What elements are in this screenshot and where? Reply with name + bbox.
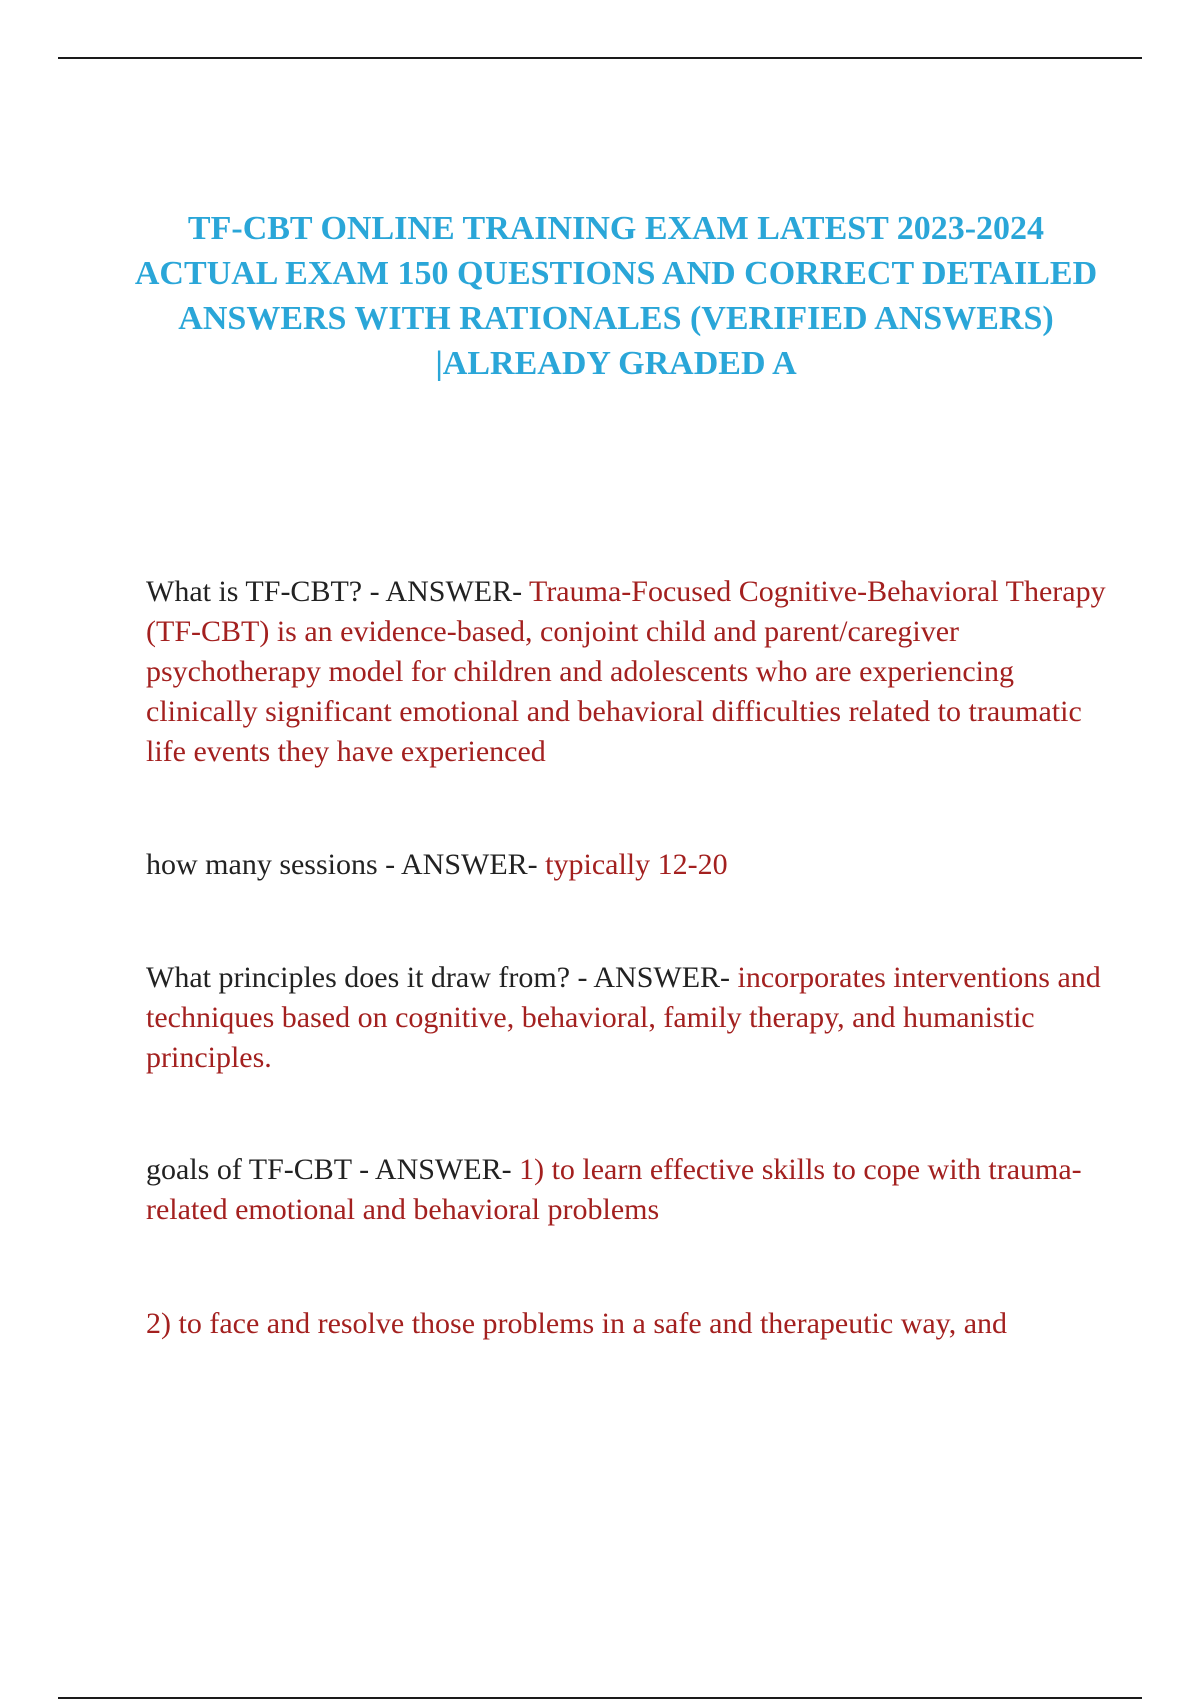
answer-text: typically 12-20 bbox=[545, 848, 728, 881]
qa-item-1 bbox=[146, 572, 1106, 772]
qa-item-4 bbox=[146, 1150, 1106, 1230]
qa-item-5 bbox=[146, 1304, 1106, 1344]
qa-item-2 bbox=[146, 845, 1106, 885]
question-text: What is TF-CBT? - ANSWER- bbox=[146, 575, 530, 608]
answer-text: Trauma-Focused Cognitive-Behavioral Therapy (TF-CBT) is an evidence-based, conjoint child and parent/caregiver psychotherapy model for children and adolescents who are experiencing clinically significant emotional and behavioral difficulties related to traumatic life events they have experienced bbox=[146, 575, 1106, 768]
answer-text: 2) to face and resolve those problems in a safe and therapeutic way, and bbox=[146, 1307, 1008, 1340]
question-text: goals of TF-CBT - ANSWER- bbox=[146, 1153, 520, 1186]
question-text: how many sessions - ANSWER- bbox=[146, 848, 546, 881]
question-text: What principles does it draw from? - ANSWER- bbox=[146, 961, 738, 994]
answer-text: incorporates interventions and techniques based on cognitive, behavioral, family therapy, and humanistic principles. bbox=[146, 961, 1101, 1074]
qa-item-3 bbox=[146, 958, 1106, 1078]
answer-text: 1) to learn effective skills to cope with trauma-related emotional and behavioral problems bbox=[146, 1153, 1082, 1226]
footer-rule bbox=[58, 1697, 1142, 1699]
document-title: TF-CBT ONLINE TRAINING EXAM LATEST 2023-2024 ACTUAL EXAM 150 QUESTIONS AND CORRECT DETAILED ANSWERS WITH RATIONALES (VERIFIED ANSWERS) |ALREADY GRADED A bbox=[134, 210, 1098, 382]
header-rule bbox=[58, 57, 1142, 59]
